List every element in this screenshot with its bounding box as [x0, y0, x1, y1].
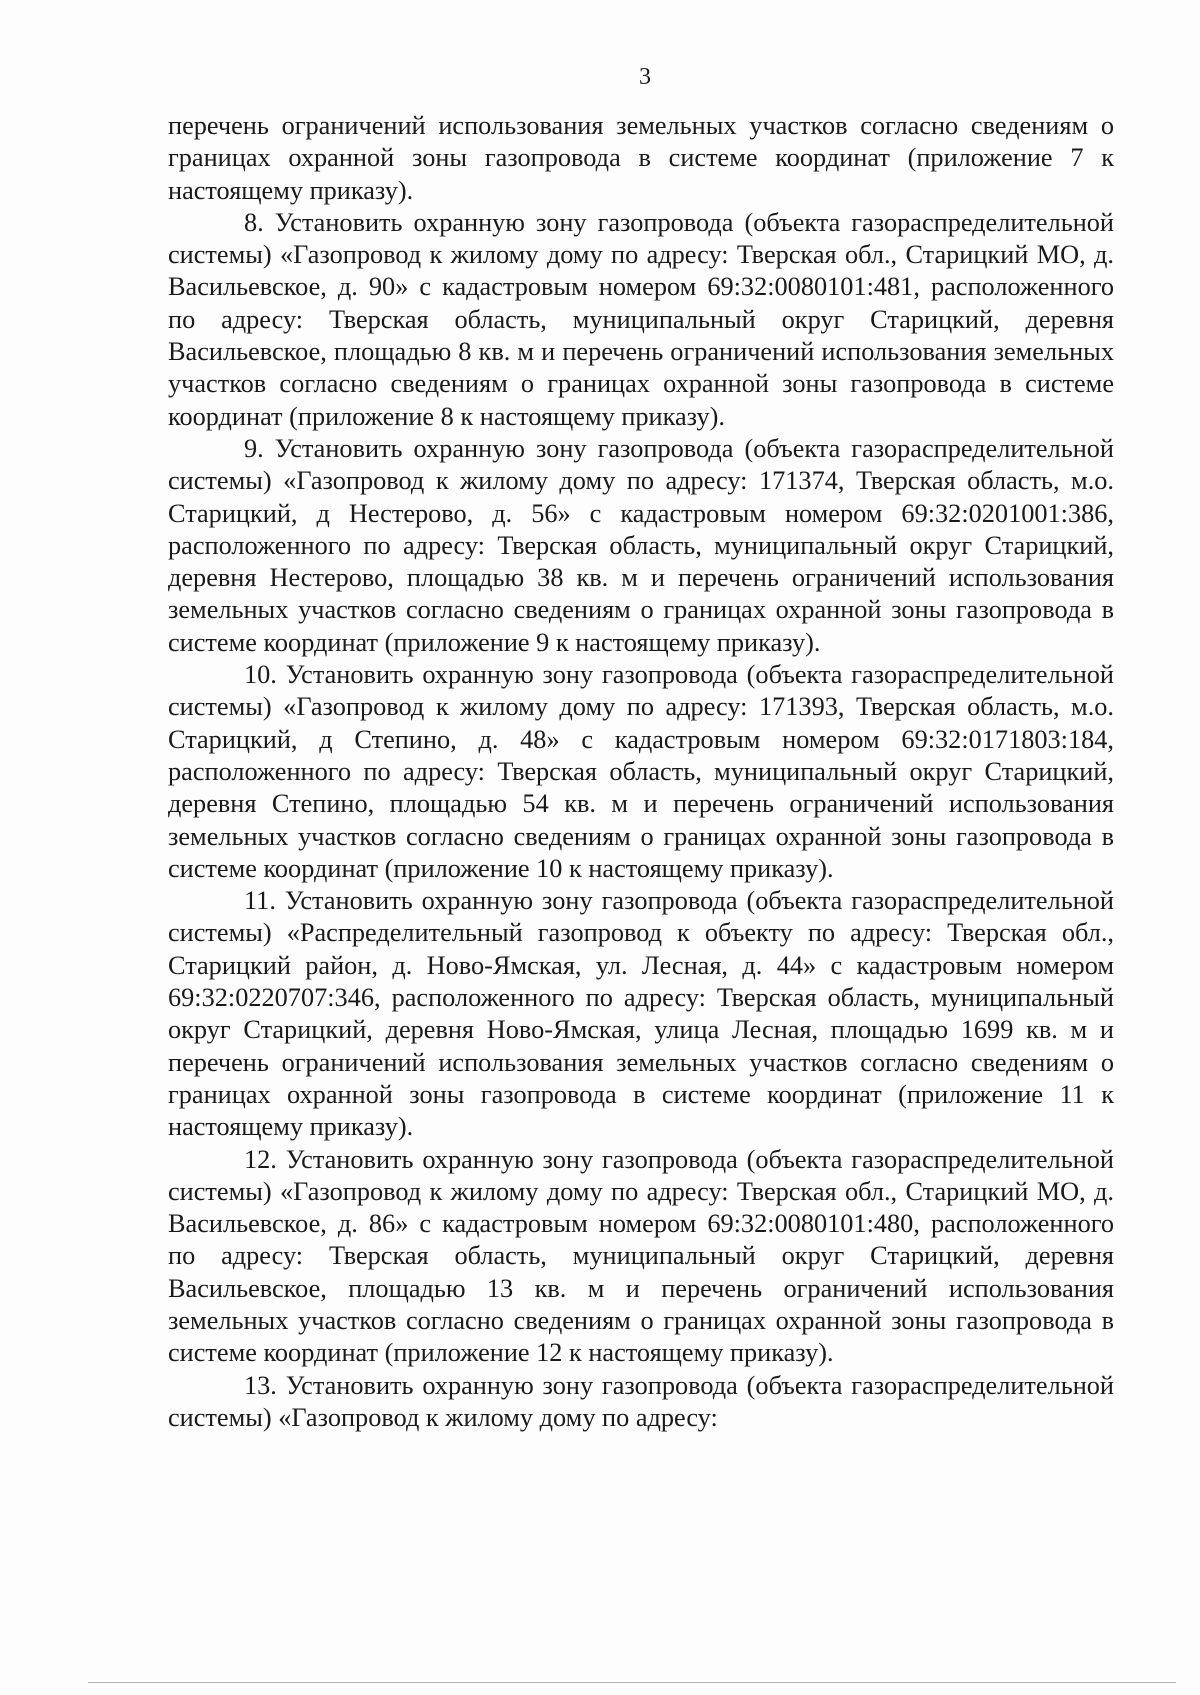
scan-bottom-edge	[88, 1682, 1176, 1683]
paragraph-item-13: 13. Установить охранную зону газопровода (объекта газораспределительной системы) «Газопровод к жилому дому по адресу:	[168, 1370, 1114, 1432]
paragraph-item-11: 11. Установить охранную зону газопровода (объекта газораспределительной системы) «Распределительный газопровод к объекту по адресу: Тверская обл., Старицкий район, д. Ново-Ямская, ул. Лесная, д. 44» с кадастровым номером 69:32:0220707:346, расположенного по адресу: Тверская область, муниципальный округ Старицкий, деревня Ново-Ямская, улица Лесная, площадью 1699 кв. м и перечень ограничений использования земельных участков согласно сведениям о границах охранной зоны газопровода в системе координат (приложение 11 к настоящему приказу).	[168, 886, 1114, 1142]
paragraph-item-12: 12. Установить охранную зону газопровода (объекта газораспределительной системы) «Газопровод к жилому дому по адресу: Тверская обл., Старицкий МО, д. Васильевское, д. 86» с кадастровым номером 69:32:0080101:480, расположенного по адресу: Тверская область, муниципальный округ Старицкий, деревня Васильевское, площадью 13 кв. м и перечень ограничений использования земельных участков согласно сведениям о границах охранной зоны газопровода в системе координат (приложение 12 к настоящему приказу).	[168, 1144, 1114, 1368]
paragraph-item-10: 10. Установить охранную зону газопровода (объекта газораспределительной системы) «Газопровод к жилому дому по адресу: 171393, Тверская область, м.о. Старицкий, д Степино, д. 48» с кадастровым номером 69:32:0171803:184, расположенного по адресу: Тверская область, муниципальный округ Старицкий, деревня Степино, площадью 54 кв. м и перечень ограничений использования земельных участков согласно сведениям о границах охранной зоны газопровода в системе координат (приложение 10 к настоящему приказу).	[168, 660, 1114, 883]
page-number: 3	[639, 64, 651, 90]
paragraph-item-8: 8. Установить охранную зону газопровода (объекта газораспределительной системы) «Газопровод к жилому дому по адресу: Тверская обл., Старицкий МО, д. Васильевское, д. 90» с кадастровым номером 69:32:0080101:481, расположенного по адресу: Тверская область, муниципальный округ Старицкий, деревня Васильевское, площадью 8 кв. м и перечень ограничений использования земельных участков согласно сведениям о границах охранной зоны газопровода в системе координат (приложение 8 к настоящему приказу).	[168, 207, 1114, 431]
paragraph-continuation: перечень ограничений использования земельных участков согласно сведениям о границах охранной зоны газопровода в системе координат (приложение 7 к настоящему приказу).	[168, 111, 1114, 205]
document-body	[168, 110, 1114, 1434]
paragraph-item-9: 9. Установить охранную зону газопровода (объекта газораспределительной системы) «Газопровод к жилому дому по адресу: 171374, Тверская область, м.о. Старицкий, д Нестерово, д. 56» с кадастровым номером 69:32:0201001:386, расположенного по адресу: Тверская область, муниципальный округ Старицкий, деревня Нестерово, площадью 38 кв. м и перечень ограничений использования земельных участков согласно сведениям о границах охранной зоны газопровода в системе координат (приложение 9 к настоящему приказу).	[168, 433, 1114, 657]
